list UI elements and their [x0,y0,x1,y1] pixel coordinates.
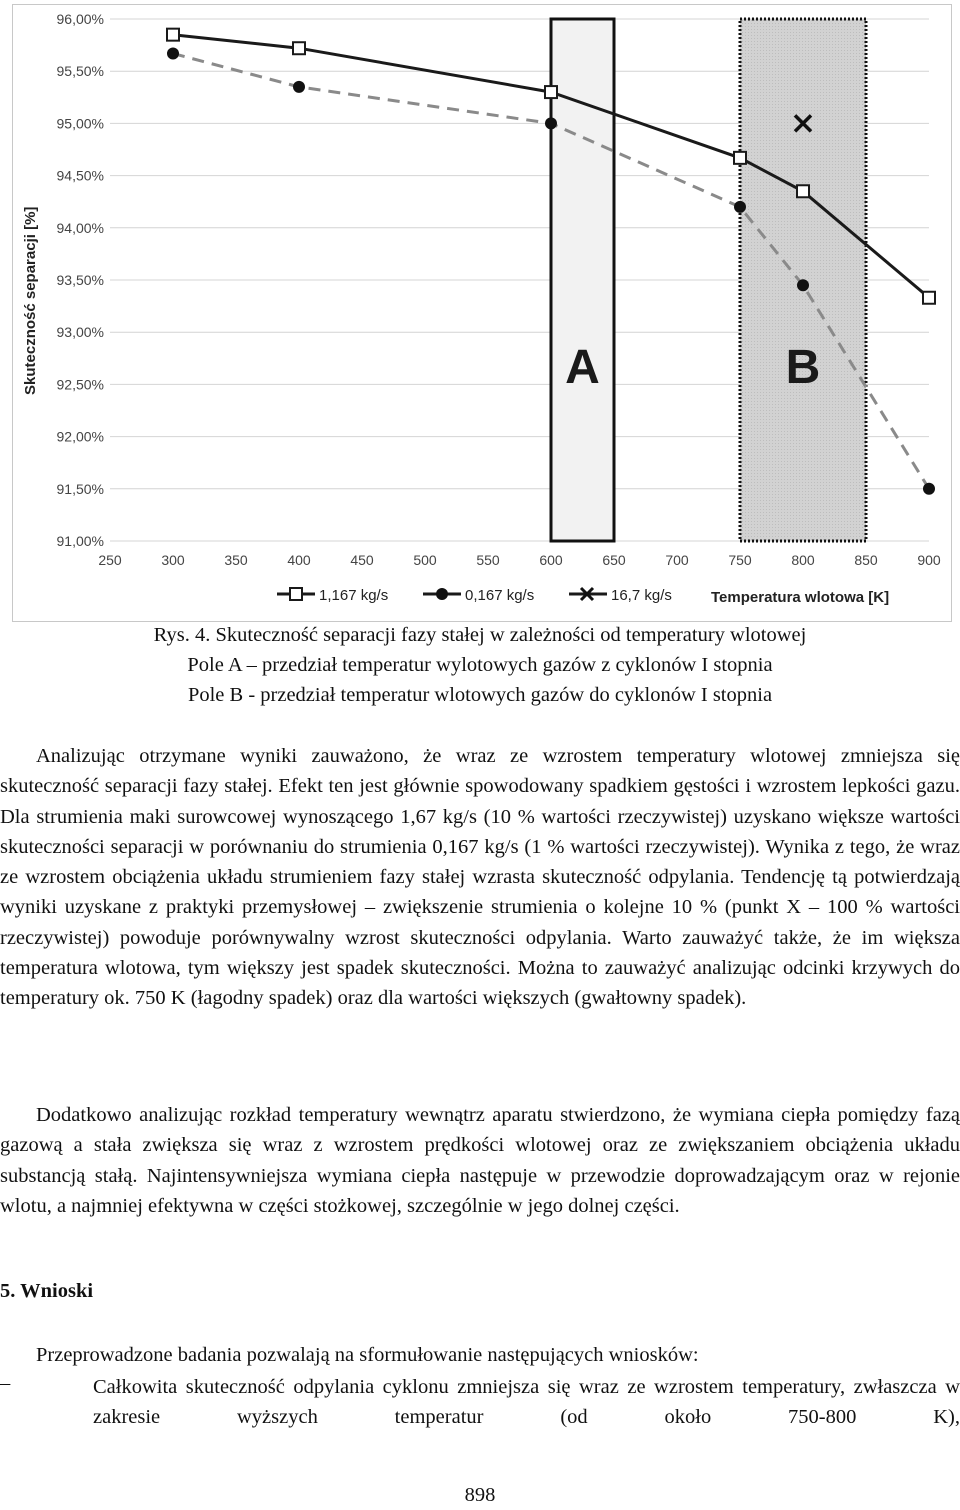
legend-circle-marker [436,588,448,600]
separation-efficiency-chart [13,5,951,621]
y-tick-label: 91,50% [56,480,104,497]
chart-figure [12,4,952,622]
page-number: 898 [464,1484,496,1506]
square-point [923,292,935,304]
square-point [734,152,746,164]
circle-point [797,279,809,291]
legend-square-marker [290,588,302,600]
circle-point [545,117,557,129]
square-point [293,42,305,54]
y-axis-label: Skuteczność separacji [%] [22,206,39,395]
square-point [545,86,557,98]
y-tick-label: 94,00% [56,219,104,236]
y-tick-label: 96,00% [56,11,104,27]
x-axis-label: Temperatura wlotowa [K] [711,589,890,606]
region-a [551,19,614,541]
x-tick-label: 900 [917,552,941,568]
y-tick-label: 92,00% [56,428,104,445]
y-tick-label: 92,50% [56,376,104,393]
x-tick-label: 400 [287,552,311,568]
x-tick-label: 350 [224,552,248,568]
circle-point [293,81,305,93]
x-tick-label: 300 [161,552,185,568]
x-tick-label: 450 [350,552,374,568]
y-tick-label: 93,00% [56,324,104,341]
bullet-dash: – [0,1372,11,1394]
paragraph-analysis: Analizując otrzymane wyniki zauważono, że wraz ze wzrostem temperatury wlotowej zmniejsza się skuteczność separacji fazy stałej. Efekt ten jest głównie spowodowany spadkiem gęstości i wzrostem lepkości gazu. Dla strumienia maki surowcowej wynoszącego 1,67 kg/s (10 % wartości rzeczywistej) uzyskano większe wartości skuteczności separacji w porównaniu do strumienia 0,167 kg/s (1 % wartości rzeczywistej). Wynika z tego, że wraz ze wzrostem obciążenia układu strumieniem fazy stałej wzrasta skuteczność odpylania. Tendencję tą potwierdzają wyniki uzyskane z praktyki przemysłowej – zwiększenie strumienia o kolejne 10 % (punkt X – 100 % wartości rzeczywistej) powoduje porównywalny wzrost skuteczności odpylania. Warto zauważyć także, że im większa temperatura wlotowa, tym większy jest spadek skuteczności. Można to zauważyć analizując odcinki krzywych do temperatury ok. 750 K (łagodny spadek) oraz dla wartości większych (gwałtowny spadek). [0,745,960,1010]
figure-caption-line-2: Pole A – przedział temperatur wylotowych gazów z cyklonów I stopnia [187,654,773,676]
conclusions-intro: Przeprowadzone badania pozwalają na sformułowanie następujących wniosków: [36,1344,699,1366]
square-point [167,29,179,41]
circle-point [923,483,935,495]
x-tick-label: 250 [98,552,122,568]
x-tick-label: 850 [854,552,878,568]
x-tick-label: 500 [413,552,437,568]
x-tick-label: 650 [602,552,626,568]
square-point [797,185,809,197]
legend-series-3: 16,7 kg/s [611,587,672,604]
chart-legend [277,587,889,606]
x-tick-label: 800 [791,552,815,568]
circle-point [167,47,179,59]
x-tick-label: 750 [728,552,752,568]
y-tick-label: 91,00% [56,533,104,549]
legend-series-2: 0,167 kg/s [465,587,535,604]
figure-caption-line-1: Rys. 4. Skuteczność separacji fazy stałej w zależności od temperatury wlotowej [153,624,807,646]
conclusion-item-1: Całkowita skuteczność odpylania cyklonu zmniejsza się wraz ze wzrostem temperatury, zwłaszcza w zakresie wyższych temperatur (od około 750-800 K), [93,1376,960,1428]
paragraph-heat-exchange: Dodatkowo analizując rozkład temperatury wewnątrz aparatu stwierdzono, że wymiana ciepła pomiędzy fazą gazową a stała zwiększa się wraz z wzrostem prędkości wlotowej oraz ze zwiększaniem obciążenia układu substancją stałą. Najintensywniejsza wymiana ciepła następuje w przewodzie doprowadzającym oraz w rejonie wlotu, a najmniej efektywna w części stożkowej, szczególnie w jego dolnej części. [0,1104,960,1217]
figure-caption-line-3: Pole B - przedział temperatur wlotowych gazów do cyklonów I stopnia [187,684,773,706]
legend-series-1: 1,167 kg/s [319,587,389,604]
circle-point [734,201,746,213]
y-tick-label: 95,50% [56,63,104,80]
y-tick-label: 95,00% [56,115,104,132]
x-tick-label: 550 [476,552,500,568]
region-a-label: A [565,341,600,394]
y-tick-label: 93,50% [56,272,104,288]
region-b-label: B [785,341,821,394]
section-heading: 5. Wnioski [0,1280,94,1302]
y-tick-label: 94,50% [56,167,104,184]
x-tick-label: 700 [665,552,689,568]
x-tick-label: 600 [539,552,563,568]
